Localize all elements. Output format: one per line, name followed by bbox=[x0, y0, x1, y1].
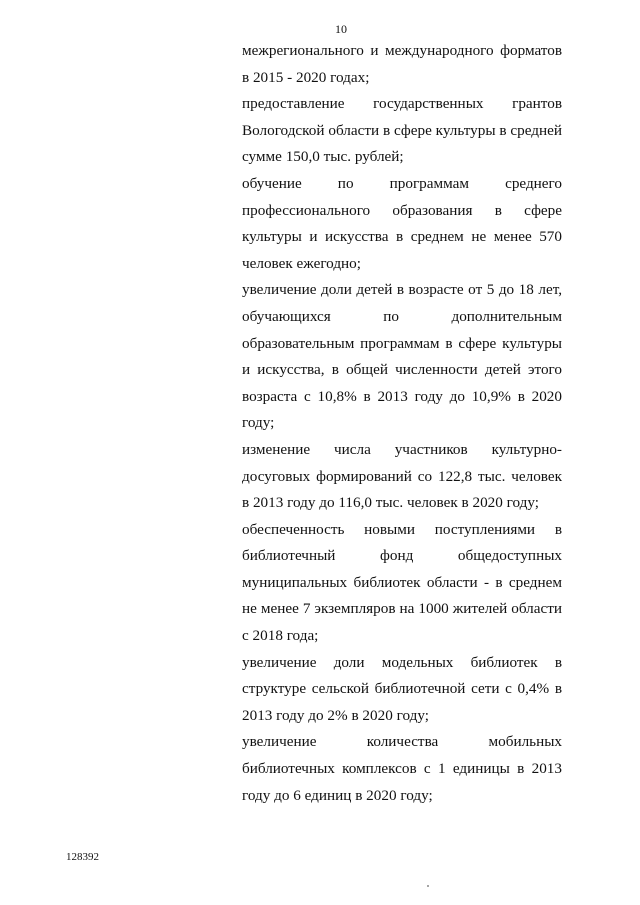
paragraph: увеличение количества мобильных библиотечных комплексов с 1 единицы в 2013 году до 6 единиц в 2020 году; bbox=[242, 733, 562, 804]
paragraph: изменение числа участников культурно-досуговых формирований со 122,8 тыс. человек в 2013 году до 116,0 тыс. человек в 2020 году; bbox=[242, 440, 562, 512]
scan-artifact bbox=[427, 885, 429, 887]
document-body bbox=[242, 38, 562, 809]
paragraph: межрегионального и международного форматов в 2015 - 2020 годах; bbox=[242, 42, 562, 86]
paragraph: обучение по программам среднего профессионального образования в сфере культуры и искусства в среднем не менее 570 человек ежегодно; bbox=[242, 174, 562, 272]
paragraph: обеспеченность новыми поступлениями в библиотечный фонд общедоступных муниципальных библиотек области - в среднем не менее 7 экземпляров на 1000 жителей области с 2018 года; bbox=[242, 520, 562, 645]
paragraph: предоставление государственных грантов Вологодской области в сфере культуры в средней сумме 150,0 тыс. рублей; bbox=[242, 95, 562, 166]
document-code: 128392 bbox=[66, 851, 99, 863]
page-number: 10 bbox=[335, 22, 347, 36]
paragraph: увеличение доли модельных библиотек в структуре сельской библиотечной сети с 0,4% в 2013 году до 2% в 2020 году; bbox=[242, 653, 562, 724]
paragraph: увеличение доли детей в возрасте от 5 до 18 лет, обучающихся по дополнительным образовательным программам в сфере культуры и искусства, в общей численности детей этого возраста с 10,8% в 2013 году до 10,9% в 2020 году; bbox=[242, 281, 562, 432]
